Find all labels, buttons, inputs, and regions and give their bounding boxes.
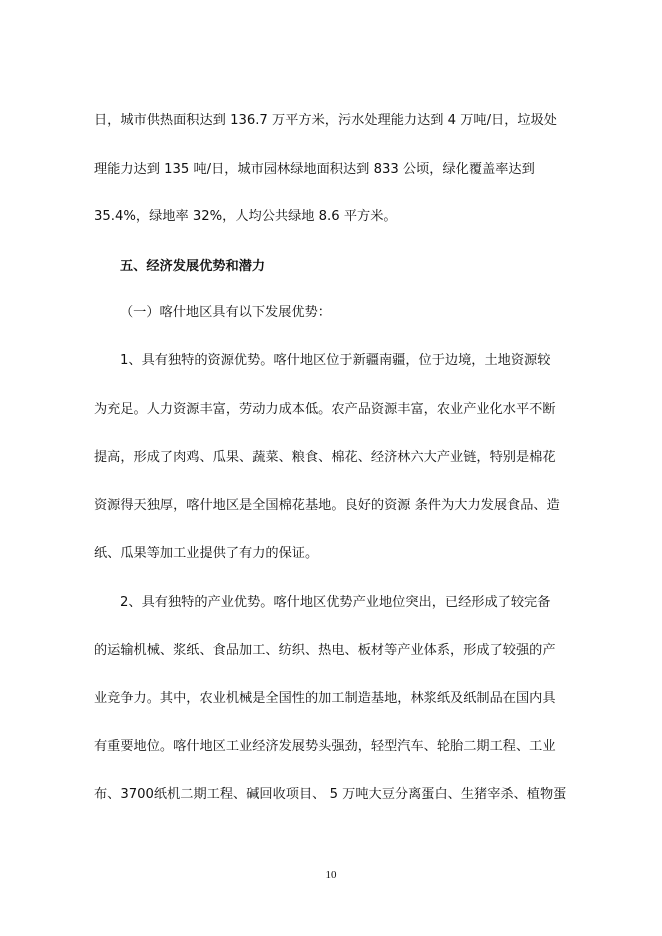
paragraph-2-line-4: 有重要地位。喀什地区工业经济发展势头强劲，轻型汽车、轮胎二期工程、工业 bbox=[94, 739, 556, 754]
paragraph-1-line-3: 提高，形成了肉鸡、瓜果、蔬菜、粮食、棉花、经济林六大产业链，特别是棉花 bbox=[94, 450, 556, 465]
paragraph-2-line-5: 布、3700纸机二期工程、碱回收项目、 5 万吨大豆分离蛋白、生猪宰杀、植物蛋 bbox=[94, 787, 567, 802]
page-number: 10 bbox=[325, 869, 337, 881]
text-line-2: 理能力达到 135 吨/日，城市园林绿地面积达到 833 公顷，绿化覆盖率达到 bbox=[94, 162, 535, 177]
paragraph-1-line-4: 资源得天独厚，喀什地区是全国棉花基地。良好的资源 条件为大力发展食品、造 bbox=[94, 498, 560, 513]
paragraph-1-line-2: 为充足。人力资源丰富，劳动力成本低。农产品资源丰富，农业产业化水平不断 bbox=[94, 402, 556, 417]
paragraph-1-line-5: 纸、瓜果等加工业提供了有力的保证。 bbox=[94, 546, 319, 561]
text-line-1: 日，城市供热面积达到 136.7 万平方米，污水处理能力达到 4 万吨/日，垃圾处 bbox=[94, 113, 557, 128]
text-line-3: 35.4%，绿地率 32%，人均公共绿地 8.6 平方米。 bbox=[94, 209, 397, 224]
subsection-heading: （一）喀什地区具有以下发展优势： bbox=[120, 305, 331, 320]
paragraph-2-line-3: 业竞争力。其中，农业机械是全国性的加工制造基地，林浆纸及纸制品在国内具 bbox=[94, 691, 556, 706]
paragraph-1-line-1: 1、具有独特的资源优势。喀什地区位于新疆南疆，位于边境，土地资源较 bbox=[120, 353, 551, 368]
section-heading: 五、经济发展优势和潜力 bbox=[120, 259, 266, 274]
paragraph-2-line-2: 的运输机械、浆纸、食品加工、纺织、热电、板材等产业体系，形成了较强的产 bbox=[94, 643, 556, 658]
paragraph-2-line-1: 2、具有独特的产业优势。喀什地区优势产业地位突出，已经形成了较完备 bbox=[120, 595, 551, 610]
